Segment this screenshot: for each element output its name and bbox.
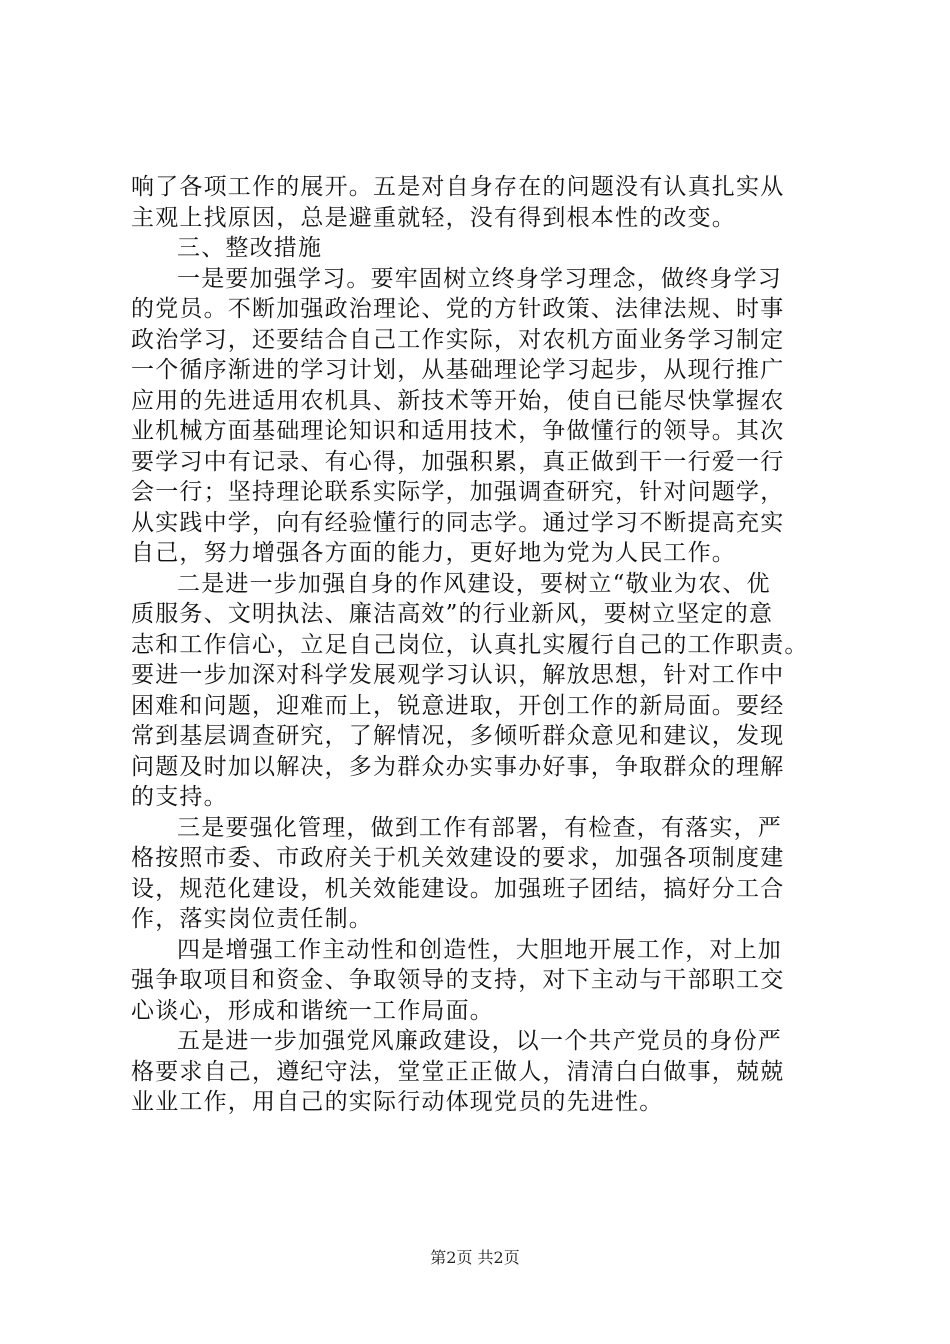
text-line: 困难和问题，迎难而上，锐意进取，开创工作的新局面。要经: [131, 692, 785, 719]
text-line: 应用的先进适用农机具、新技术等开始，使自已能尽快掌握农: [131, 387, 785, 414]
text-line: 志和工作信心，立足自己岗位，认真扎实履行自己的工作职责。: [131, 631, 809, 658]
text-line: 五是进一步加强党风廉政建设，以一个共产党员的身份严: [177, 1028, 782, 1054]
text-line: 业机械方面基础理论知识和适用技术，争做懂行的领导。其次: [131, 418, 785, 444]
text-line: 问题及时加以解决，多为群众办实事办好事，争取群众的理解: [131, 753, 785, 780]
text-line: 一个循序渐进的学习计划，从基础理论学习起步，从现行推广: [131, 357, 785, 383]
text-line: 强争取项目和资金、争取领导的支持，对下主动与干部职工交: [131, 967, 785, 993]
text-line: 的支持。: [131, 784, 228, 810]
text-line: 二是进一步加强自身的作风建设，要树立“敬业为农、优: [177, 570, 771, 597]
text-line: 格按照市委、市政府关于机关效建设的要求，加强各项制度建: [131, 845, 785, 871]
section-heading: 三、整改措施: [177, 235, 323, 261]
body-text: [131, 172, 871, 1118]
text-line: 作，落实岗位责任制。: [131, 906, 373, 932]
text-line: 质服务、文明执法、廉洁高效”的行业新风，要树立坚定的意: [131, 601, 774, 627]
text-line: 会一行；坚持理论联系实际学，加强调查研究，针对问题学，: [131, 479, 785, 505]
text-line: 心谈心，形成和谐统一工作局面。: [131, 997, 494, 1024]
text-line: 主观上找原因，总是避重就轻，没有得到根本性的改变。: [131, 204, 736, 231]
text-line: 从实践中学，向有经验懂行的同志学。通过学习不断提高充实: [131, 509, 785, 536]
text-line: 设，规范化建设，机关效能建设。加强班子团结，搞好分工合: [131, 875, 785, 902]
text-line: 四是增强工作主动性和创造性，大胆地开展工作，对上加: [177, 936, 782, 963]
text-line: 响了各项工作的展开。五是对自身存在的问题没有认真扎实从: [131, 174, 785, 200]
text-line: 格要求自己，遵纪守法，堂堂正正做人，清清白白做事，兢兢: [131, 1058, 785, 1085]
text-line: 自己，努力增强各方面的能力，更好地为党为人民工作。: [131, 540, 736, 566]
text-line: 政治学习，还要结合自己工作实际，对农机方面业务学习制定: [131, 326, 785, 353]
page-footer: 第2页 共2页: [430, 1248, 520, 1267]
text-line: 一是要加强学习。要牢固树立终身学习理念，做终身学习: [177, 265, 782, 292]
text-line: 常到基层调查研究，了解情况，多倾听群众意见和建议，发现: [131, 723, 785, 749]
text-line: 要学习中有记录、有心得，加强积累，真正做到干一行爱一行: [131, 448, 785, 475]
text-line: 三是要强化管理，做到工作有部署，有检查，有落实，严: [177, 814, 782, 841]
text-line: 要进一步加深对科学发展观学习认识，解放思想，针对工作中: [131, 662, 785, 688]
text-line: 业业工作，用自己的实际行动体现党员的先进性。: [131, 1089, 664, 1115]
text-line: 的党员。不断加强政治理论、党的方针政策、法律法规、时事: [131, 296, 785, 322]
